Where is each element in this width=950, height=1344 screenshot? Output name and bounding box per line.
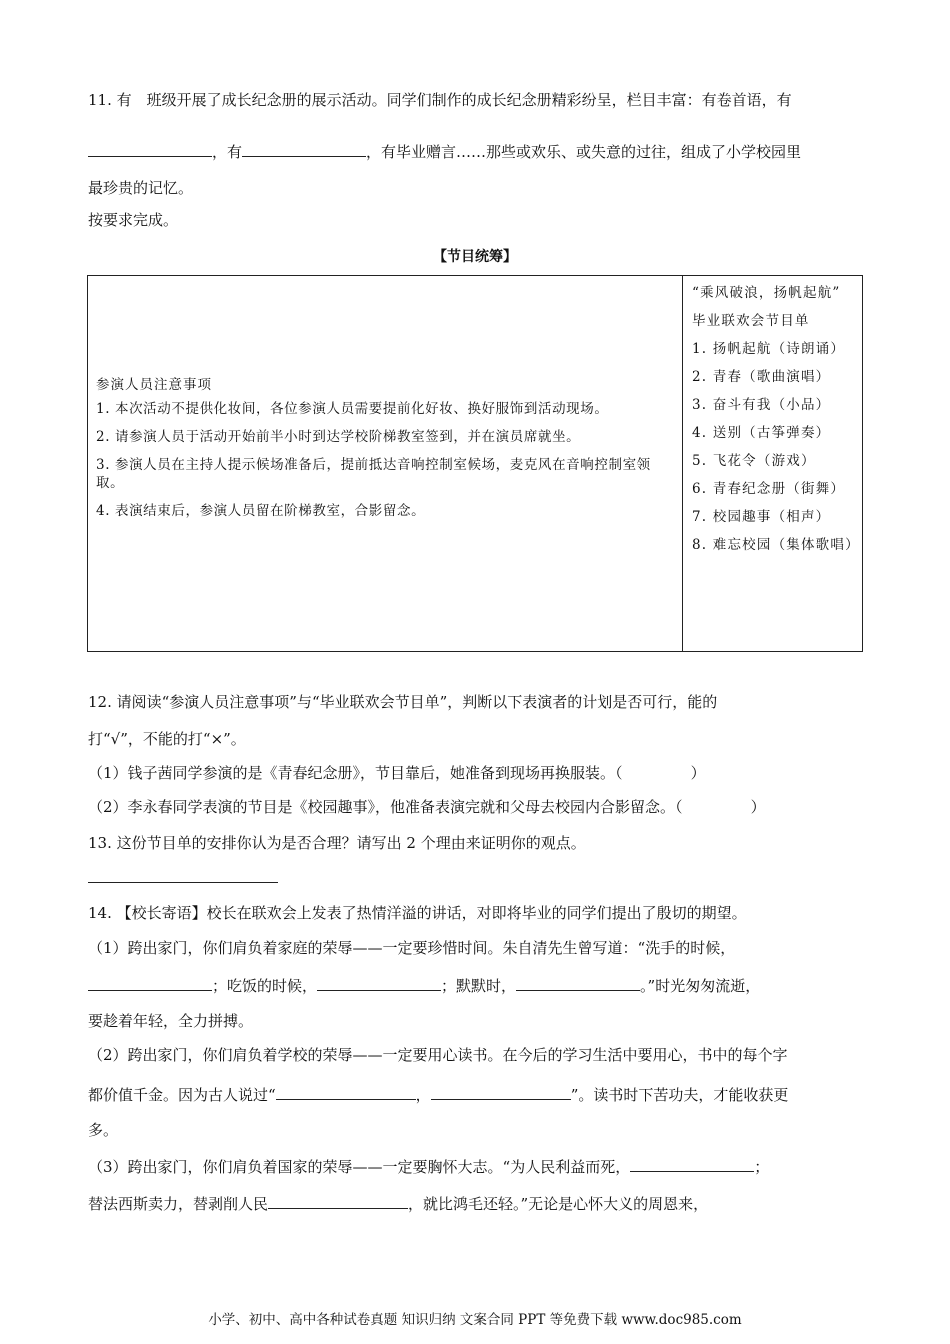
program-item: 2. 青春（歌曲演唱） (692, 369, 831, 385)
q12-close: ） (690, 764, 706, 782)
q12-sub2 (88, 797, 766, 817)
q14-text: 都价值千金。因为古人说过“ (88, 1086, 276, 1104)
program-item: 7. 校园趣事（相声） (692, 509, 831, 525)
section-title: 【节目统筹】 (433, 249, 517, 265)
q14-p3-line1 (88, 1155, 769, 1177)
q14-text: 。”时光匆匆流逝， (640, 977, 761, 995)
q12-close: ） (750, 798, 766, 816)
q12-sub1 (88, 763, 706, 783)
q12-line2: 打“√”，不能的打“×”。 (88, 730, 246, 748)
q14-p1-line1: （1）跨出家门，你们肩负着家庭的荣辱——一定要珍惜时间。朱自清先生曾写道：“洗手的时候， (88, 939, 736, 957)
answer-blank[interactable] (88, 974, 212, 991)
q12-line1: 12. 请阅读“参演人员注意事项”与“毕业联欢会节目单”，判断以下表演者的计划是否可行，能的 (88, 693, 718, 711)
q14-line1: 14. 【校长寄语】校长在联欢会上发表了热情洋溢的讲话，对即将毕业的同学们提出了殷切的期望。 (88, 904, 747, 922)
q14-text: （3）跨出家门，你们肩负着国家的荣辱——一定要胸怀大志。“为人民利益而死， (88, 1158, 631, 1176)
notes-cell (96, 376, 676, 530)
q14-p1-line3: 要趁着年轻，全力拼搏。 (88, 1012, 254, 1030)
q14-p2-line3: 多。 (88, 1121, 119, 1139)
q14-text: ；吃饭的时候， (212, 977, 318, 995)
program-table (87, 275, 863, 652)
program-slogan: “乘风破浪，扬帆起航” (692, 285, 841, 301)
q11-line3: 最珍贵的记忆。 (88, 179, 194, 197)
answer-blank[interactable] (88, 866, 278, 883)
q13-answer-line[interactable] (88, 866, 278, 888)
answer-blank[interactable] (317, 974, 441, 991)
answer-blank[interactable] (630, 1155, 754, 1172)
notes-item: 3. 参演人员在主持人提示候场准备后，提前抵达音响控制室候场，麦克风在音响控制室领取。 (96, 457, 651, 491)
program-item: 1. 扬帆起航（诗朗诵） (692, 341, 846, 357)
notes-heading: 参演人员注意事项 (96, 377, 212, 393)
q11-text: ，有毕业赠言……那些或欢乐、或失意的过往，组成了小学校园里 (366, 143, 802, 161)
answer-blank[interactable] (242, 140, 366, 157)
q11-text: ，有 (212, 143, 243, 161)
answer-blank[interactable] (516, 974, 640, 991)
program-item: 3. 奋斗有我（小品） (692, 397, 831, 413)
q14-text: ，就比鸿毛还轻。”无论是心怀大义的周恩来， (408, 1195, 709, 1213)
footer-text: 小学、初中、高中各种试卷真题 知识归纳 文案合同 PPT 等免费下载 www.doc985.com (208, 1312, 742, 1328)
q11-line1: 11. 有 班级开展了成长纪念册的展示活动。同学们制作的成长纪念册精彩纷呈，栏目丰富：有卷首语，有 (88, 91, 792, 109)
q14-text: ； (754, 1158, 770, 1176)
notes-item: 4. 表演结束后，参演人员留在阶梯教室，合影留念。 (96, 503, 426, 519)
answer-blank[interactable] (431, 1083, 571, 1100)
program-item: 8. 难忘校园（集体歌唱） (692, 537, 860, 553)
program-item: 6. 青春纪念册（街舞） (692, 481, 846, 497)
q12-sub2-text: （2）李永春同学表演的节目是《校园趣事》，他准备表演完就和父母去校园内合影留念。（ (88, 798, 683, 816)
q11-line4: 按要求完成。 (88, 211, 179, 229)
q14-p2-line2 (88, 1083, 788, 1105)
answer-blank[interactable] (268, 1192, 408, 1209)
q11-line2 (88, 140, 801, 162)
notes-item: 2. 请参演人员于活动开始前半小时到达学校阶梯教室签到，并在演员席就坐。 (96, 429, 581, 445)
q14-p3-line2 (88, 1192, 708, 1214)
q14-p1-line2 (88, 974, 760, 996)
q14-text: 替法西斯卖力，替剥削人民 (88, 1195, 269, 1213)
q13-line1: 13. 这份节目单的安排你认为是否合理？请写出 2 个理由来证明你的观点。 (88, 834, 586, 852)
program-item: 4. 送别（古筝弹奏） (692, 425, 831, 441)
table-divider (682, 276, 683, 651)
program-item: 5. 飞花令（游戏） (692, 453, 816, 469)
q14-text: ， (415, 1086, 431, 1104)
q14-text: ；默默时， (441, 977, 517, 995)
program-title: 毕业联欢会节目单 (692, 313, 810, 329)
q14-text: ”。读书时下苦功夫，才能收获更 (570, 1086, 789, 1104)
answer-blank[interactable] (88, 140, 212, 157)
notes-item: 1. 本次活动不提供化妆间，各位参演人员需要提前化好妆、换好服饰到活动现场。 (96, 401, 609, 417)
program-cell (692, 284, 860, 564)
q14-p2-line1: （2）跨出家门，你们肩负着学校的荣辱——一定要用心读书。在今后的学习生活中要用心，书中的每个字 (88, 1046, 788, 1064)
answer-blank[interactable] (276, 1083, 416, 1100)
q12-sub1-text: （1）钱子茜同学参演的是《青春纪念册》，节目靠后，她准备到现场再换服装。（ (88, 764, 623, 782)
